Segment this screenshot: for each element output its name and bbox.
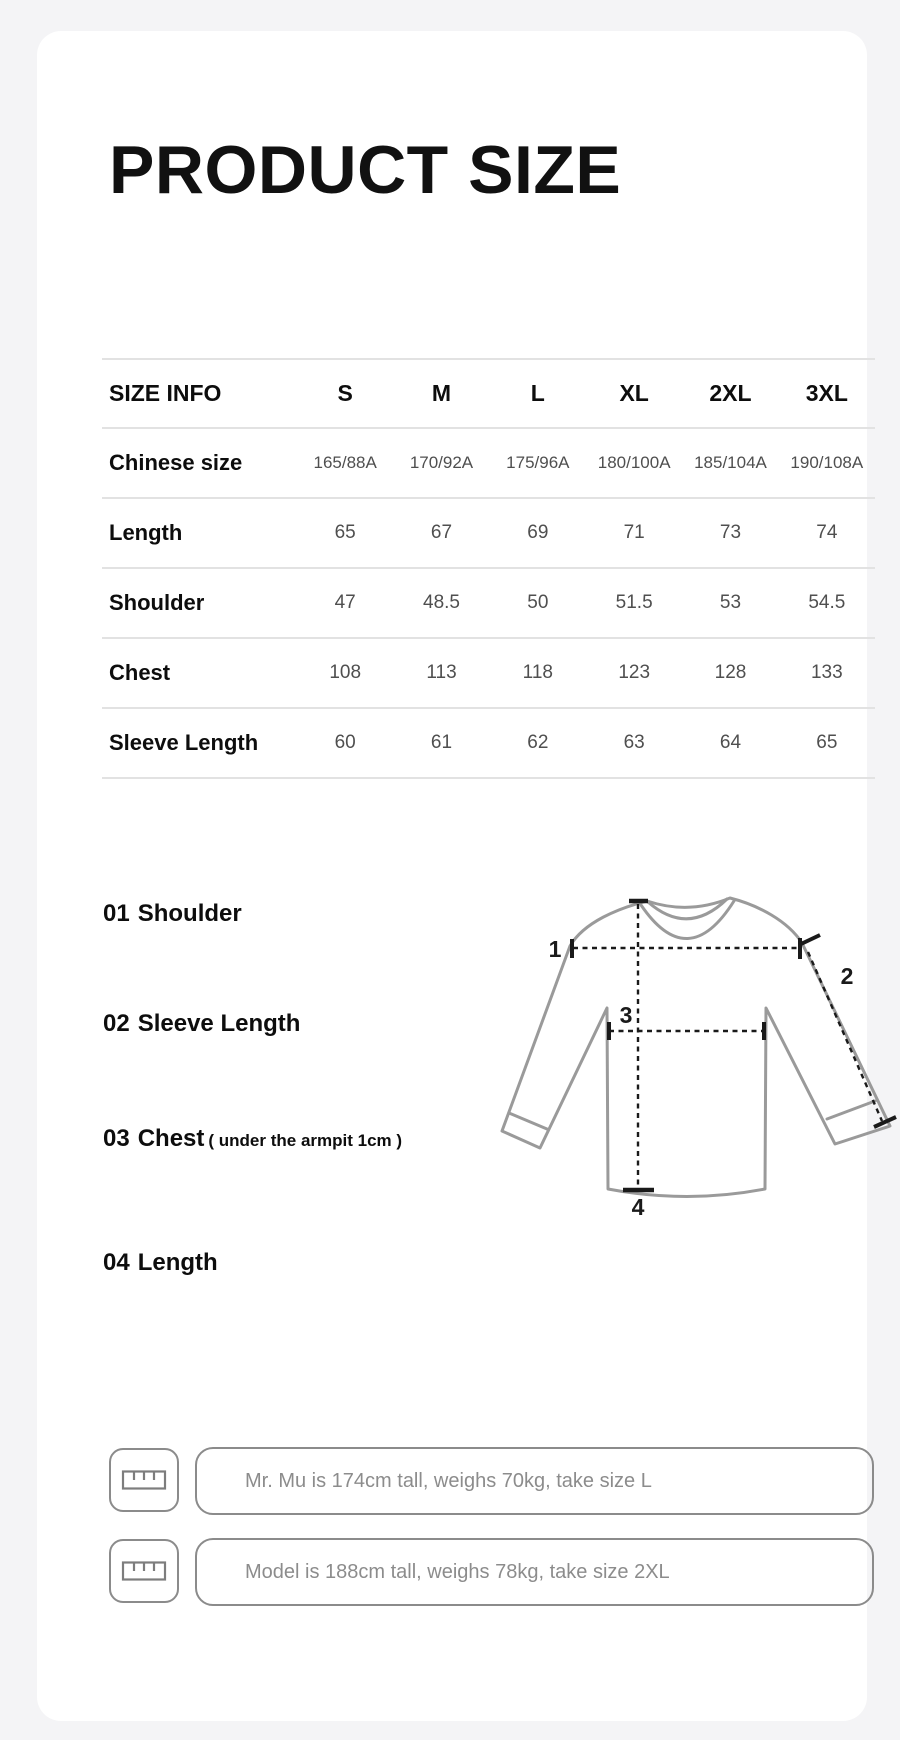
size-value: 73 bbox=[719, 522, 742, 543]
fit-note-text: Mr. Mu is 174cm tall, weighs 70kg, take size L bbox=[245, 1469, 652, 1492]
size-value: 65 bbox=[816, 732, 838, 753]
size-value: 133 bbox=[810, 662, 843, 683]
size-value: 50 bbox=[527, 592, 549, 613]
size-col-header-l: L bbox=[530, 380, 545, 406]
table-row-length bbox=[102, 497, 875, 567]
size-col-header-2xl: 2XL bbox=[709, 380, 752, 406]
size-value: 69 bbox=[527, 522, 549, 543]
table-row-chest bbox=[102, 637, 875, 707]
fit-note-pill bbox=[195, 1447, 874, 1515]
measurement-lines bbox=[572, 901, 896, 1190]
ruler-icon bbox=[121, 1558, 167, 1584]
size-value: 190/108A bbox=[790, 453, 864, 472]
size-table bbox=[102, 358, 875, 779]
marker-4-label: 4 bbox=[631, 1194, 645, 1220]
marker-2-label: 2 bbox=[840, 963, 854, 989]
left-cuff-seam bbox=[509, 1113, 547, 1129]
sleeve-tick-top bbox=[801, 935, 820, 944]
ruler-icon-box bbox=[109, 1539, 179, 1603]
size-value: 185/104A bbox=[694, 453, 767, 472]
size-value: 64 bbox=[719, 732, 742, 753]
size-value: 67 bbox=[430, 522, 453, 543]
size-col-header-3xl: 3XL bbox=[805, 380, 848, 406]
right-cuff-seam bbox=[827, 1101, 875, 1119]
size-value: 65 bbox=[334, 522, 356, 543]
size-col-header-xl: XL bbox=[619, 380, 649, 406]
row-label: Sleeve Length bbox=[109, 730, 259, 755]
guide-number: 04 bbox=[103, 1249, 130, 1276]
size-value: 54.5 bbox=[808, 592, 846, 613]
size-value: 165/88A bbox=[313, 453, 377, 472]
guide-item-length bbox=[103, 1249, 222, 1279]
size-value: 62 bbox=[527, 732, 549, 753]
size-value: 48.5 bbox=[423, 592, 460, 613]
row-label: Shoulder bbox=[109, 590, 205, 615]
guide-item-chest bbox=[103, 1125, 402, 1155]
size-value: 123 bbox=[618, 662, 651, 683]
fit-note-text: Model is 188cm tall, weighs 78kg, take size 2XL bbox=[245, 1560, 670, 1583]
guide-note: ( under the armpit 1cm ) bbox=[208, 1131, 403, 1150]
size-value: 108 bbox=[329, 662, 362, 683]
ruler-icon bbox=[121, 1467, 167, 1493]
size-value: 61 bbox=[430, 732, 453, 753]
size-value: 180/100A bbox=[597, 453, 671, 472]
guide-number: 03 bbox=[103, 1125, 130, 1152]
ruler-icon-box bbox=[109, 1448, 179, 1512]
guide-name: Length bbox=[137, 1249, 218, 1276]
size-table-header-row bbox=[102, 358, 875, 427]
page-title: PRODUCT SIZE bbox=[109, 132, 622, 208]
guide-item-shoulder bbox=[103, 900, 246, 930]
size-value: 60 bbox=[334, 732, 356, 753]
size-col-header-s: S bbox=[337, 380, 353, 406]
marker-1-label: 1 bbox=[548, 936, 562, 962]
row-label: Chinese size bbox=[109, 450, 243, 475]
size-value: 53 bbox=[719, 592, 742, 613]
fit-note-pill bbox=[195, 1538, 874, 1606]
garment-diagram bbox=[467, 811, 900, 1231]
guide-name: Chest bbox=[137, 1125, 205, 1152]
fit-note-row-1 bbox=[109, 1447, 875, 1515]
size-value: 175/96A bbox=[506, 453, 570, 472]
size-value: 74 bbox=[816, 522, 838, 543]
size-value: 51.5 bbox=[615, 592, 653, 613]
row-label: Chest bbox=[109, 660, 171, 685]
size-value: 47 bbox=[334, 592, 356, 613]
marker-labels bbox=[549, 936, 854, 1220]
guide-number: 01 bbox=[103, 900, 130, 927]
guide-name: Sleeve Length bbox=[137, 1010, 301, 1037]
size-col-header-m: M bbox=[431, 380, 452, 406]
guide-number: 02 bbox=[103, 1010, 130, 1037]
size-value: 128 bbox=[714, 662, 747, 683]
size-value: 71 bbox=[623, 522, 645, 543]
size-value: 63 bbox=[623, 732, 645, 753]
row-label: Length bbox=[109, 520, 183, 545]
guide-name: Shoulder bbox=[137, 900, 242, 927]
table-row-shoulder bbox=[102, 567, 875, 637]
fit-note-row-2 bbox=[109, 1538, 875, 1606]
product-card bbox=[37, 31, 867, 1721]
guide-item-sleeve-length bbox=[103, 1010, 304, 1040]
size-info-header: SIZE INFO bbox=[109, 380, 222, 406]
size-value: 118 bbox=[522, 662, 553, 683]
size-value: 170/92A bbox=[409, 453, 474, 472]
marker-3-label: 3 bbox=[619, 1002, 633, 1028]
table-row-chinese-size bbox=[102, 427, 875, 497]
size-value: 113 bbox=[426, 662, 457, 683]
table-row-sleeve-length bbox=[102, 707, 875, 777]
